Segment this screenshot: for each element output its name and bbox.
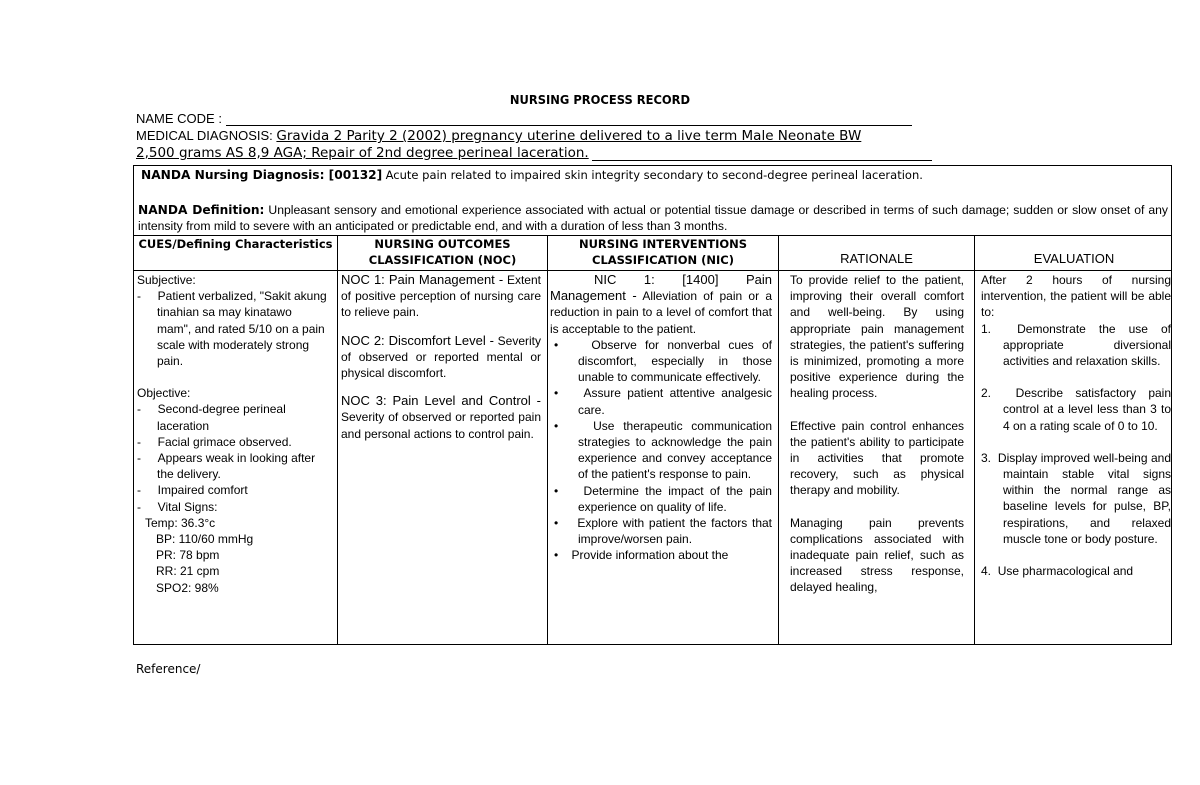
objective-item: - Impaired comfort [137, 483, 248, 498]
vital-temp: Temp: 36.3°c [145, 515, 216, 530]
nanda-diagnosis-label: NANDA Nursing Diagnosis: [00132] [141, 168, 383, 182]
noc-item: NOC 2: Discomfort Level - Severity of observed or reported mental or physical discomfort. [341, 332, 541, 381]
header-rationale: RATIONALE [840, 251, 913, 266]
noc-item: NOC 1: Pain Management - Extent of positive perception of nursing care to relieve pain. [341, 272, 541, 320]
page-title: NURSING PROCESS RECORD [509, 92, 691, 107]
nanda-diagnosis [141, 168, 1166, 183]
nic-definition: NIC 1: [1400] Pain Management - Alleviation of pain or a reduction in pain to a level of comfort that is acceptable to the patient. [550, 272, 772, 336]
evaluation-item: 4. Use pharmacological and [981, 564, 1134, 579]
medical-diagnosis-text-2: 2,500 grams AS 8,9 AGA; Repair of 2nd degree perineal laceration. [136, 145, 589, 161]
evaluation-item: 1. Demonstrate the use of appropriate diversional activities and relaxation skills. [981, 321, 1172, 369]
subjective-label: Subjective: [137, 273, 196, 287]
nanda-definition [138, 202, 1168, 234]
objective-label: Objective: [137, 386, 191, 401]
header-noc-line2: CLASSIFICATION (NOC) [368, 253, 517, 267]
header-nic-line1: NURSING INTERVENTIONS [578, 237, 748, 251]
nic-item: • Use therapeutic communication strategies to acknowledge the pain experience and convey acceptance of the patient's response to pain. [554, 418, 772, 482]
header-nic-line2: CLASSIFICATION (NIC) [592, 253, 734, 267]
noc-item: NOC 3: Pain Level and Control - Severity of observed or reported pain and personal actions to control pain. [341, 393, 541, 441]
column-divider [778, 235, 779, 644]
nic-item: • Explore with patient the factors that improve/worsen pain. [554, 516, 772, 547]
rationale-paragraph: Effective pain control enhances the patient's ability to participate in activities that promote recovery, such as physical therapy and mobility. [790, 418, 964, 498]
subjective-item: - Patient verbalized, "Sakit akung tinahian sa may kinatawo mam", and rated 5/10 on a pain scale with moderately strong pain. [137, 289, 327, 369]
nic-item: • Assure patient attentive analgesic care. [554, 386, 772, 417]
nic-column [550, 272, 772, 564]
column-divider [337, 235, 338, 644]
medical-diagnosis-line-2 [136, 145, 932, 161]
medical-diagnosis-line [136, 128, 861, 144]
evaluation-item: 2. Describe satisfactory pain control at a level less than 3 to 4 on a rating scale of 0 to 10. [981, 386, 1172, 433]
vital-spo2: SPO2: 98% [156, 580, 219, 595]
nursing-care-table [133, 165, 1172, 645]
medical-diagnosis-label: MEDICAL DIAGNOSIS: [136, 128, 273, 143]
vital-rr: RR: 21 cpm [156, 564, 220, 579]
evaluation-column [981, 272, 1171, 579]
rationale-paragraph: Managing pain prevents complications associated with inadequate pain relief, such as increased stress response, delayed healing, [790, 515, 964, 595]
reference-label: Reference/ [136, 662, 201, 676]
objective-item: - Facial grimace observed. [137, 434, 292, 449]
nanda-diagnosis-text: Acute pain related to impaired skin integrity secondary to second-degree perineal laceration. [385, 168, 923, 182]
evaluation-item: 3. Display improved well-being and maintain stable vital signs within the normal range as baseline levels for pulse, BP, respirations, and relaxed muscle tone or body posture. [981, 450, 1171, 546]
diagnosis-blank [592, 148, 932, 161]
name-code-line [136, 111, 912, 126]
header-noc-line1: NURSING OUTCOMES [374, 237, 511, 251]
rationale-paragraph: To provide relief to the patient, improving their overall comfort and well-being. By using appropriate pain management strategies, the patient's suffering is minimized, promoting a more positive experience during the healing process. [790, 273, 964, 401]
medical-diagnosis-text-1: Gravida 2 Parity 2 (2002) pregnancy uterine delivered to a live term Male Neonate BW [276, 128, 862, 144]
nic-item: • Observe for nonverbal cues of discomfort, especially in those unable to communicate effectively. [554, 337, 772, 385]
rationale-column [790, 272, 964, 596]
name-code-blank [226, 113, 912, 126]
objective-item: - Vital Signs: [137, 499, 218, 514]
objective-item: - Appears weak in looking after the delivery. [137, 451, 316, 482]
noc-column [341, 272, 541, 442]
cues-column [137, 272, 329, 596]
nanda-definition-label: NANDA Definition: [138, 203, 265, 217]
column-divider [547, 235, 548, 644]
column-divider [974, 235, 975, 644]
nanda-definition-text: Unpleasant sensory and emotional experience associated with actual or potential tissue damage or described in terms of such damage; sudden or slow onset of any intensity from mild to severe with an anticipated or predictable end, and with a duration of less than 3 months. [138, 203, 1168, 233]
nic-item: • Provide information about the [554, 548, 729, 563]
header-noc [338, 236, 547, 270]
objective-item: - Second-degree perineal laceration [137, 402, 286, 433]
header-nic [548, 236, 778, 270]
vital-pr: PR: 78 bpm [156, 548, 220, 563]
header-evaluation: EVALUATION [1033, 251, 1115, 266]
nic-item: • Determine the impact of the pain experience on quality of life. [554, 483, 772, 514]
evaluation-intro: After 2 hours of nursing intervention, the patient will be able to: [981, 273, 1171, 320]
header-cues: CUES/Defining Characteristics [138, 237, 333, 251]
name-code-label: NAME CODE : [136, 111, 222, 126]
vital-bp: BP: 110/60 mmHg [156, 532, 254, 547]
